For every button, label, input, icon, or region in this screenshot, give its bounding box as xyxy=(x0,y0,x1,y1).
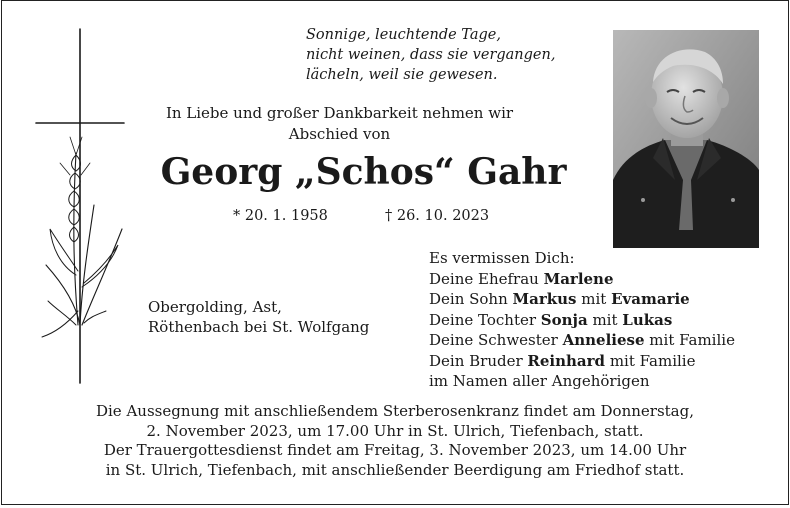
poem-line: lächeln, weil sie gewesen. xyxy=(306,67,498,83)
service-line: in St. Ulrich, Tiefenbach, mit anschließender Beerdigung am Friedhof statt. xyxy=(105,460,685,479)
mourner-entry xyxy=(429,310,735,331)
service-line: Der Trauergottesdienst findet am Freitag, 3. November 2023, um 14.00 Uhr xyxy=(103,441,687,459)
intro-line: Abschied von xyxy=(288,125,391,143)
mourner-relation: Dein Sohn xyxy=(429,290,513,308)
poem xyxy=(306,25,555,85)
mourner-relation: Deine Schwester xyxy=(429,331,563,349)
mourner-entry xyxy=(429,371,735,392)
obituary-notice xyxy=(1,0,789,505)
intro-text xyxy=(142,103,537,145)
service-details xyxy=(2,402,788,480)
service-line: Die Aussegnung mit anschließendem Sterberosenkranz findet am Donnerstag, xyxy=(95,402,694,420)
mourner-partner-name: Evamarie xyxy=(611,290,690,308)
mourner-name: Reinhard xyxy=(527,351,606,370)
deceased-name: Georg „Schos“ Gahr xyxy=(160,151,567,193)
mourner-relation: Deine Ehefrau xyxy=(429,269,544,288)
portrait-photo xyxy=(613,30,759,248)
mourner-suffix: mit Familie xyxy=(644,331,735,349)
mourner-relation: Deine Tochter xyxy=(429,310,541,329)
mourner-closing: im Namen aller Angehörigen xyxy=(429,372,650,390)
mourners-list xyxy=(429,248,735,392)
poem-line: Sonnige, leuchtende Tage, xyxy=(306,27,501,43)
mourner-entry xyxy=(429,289,735,310)
mourner-name: Markus xyxy=(512,290,577,308)
mourners-heading: Es vermissen Dich: xyxy=(429,249,575,267)
mourner-entry xyxy=(429,351,735,372)
cross-with-wheat-icon xyxy=(30,25,140,387)
poem-line: nicht weinen, dass sie vergangen, xyxy=(306,47,556,63)
mourner-name: Sonja xyxy=(540,310,588,329)
service-line: 2. November 2023, um 17.00 Uhr in St. Ulrich, Tiefenbach, statt. xyxy=(146,421,644,440)
mourner-connector: mit xyxy=(587,310,623,329)
mourner-entry xyxy=(429,330,735,351)
mourner-entry xyxy=(429,269,735,290)
mourner-name: Anneliese xyxy=(562,331,645,349)
mourner-connector: mit xyxy=(576,290,612,308)
birth-date: * 20. 1. 1958 xyxy=(233,208,328,224)
residence-line: Obergolding, Ast, xyxy=(148,298,282,316)
mourner-partner-name: Lukas xyxy=(622,310,673,329)
mourner-relation: Dein Bruder xyxy=(429,351,528,370)
mourner-name: Marlene xyxy=(543,269,614,288)
mourner-suffix: mit Familie xyxy=(605,351,696,370)
intro-line: In Liebe und großer Dankbarkeit nehmen wir xyxy=(165,104,514,122)
residence xyxy=(148,297,369,337)
residence-line: Röthenbach bei St. Wolfgang xyxy=(148,318,370,336)
death-date: † 26. 10. 2023 xyxy=(385,208,490,224)
